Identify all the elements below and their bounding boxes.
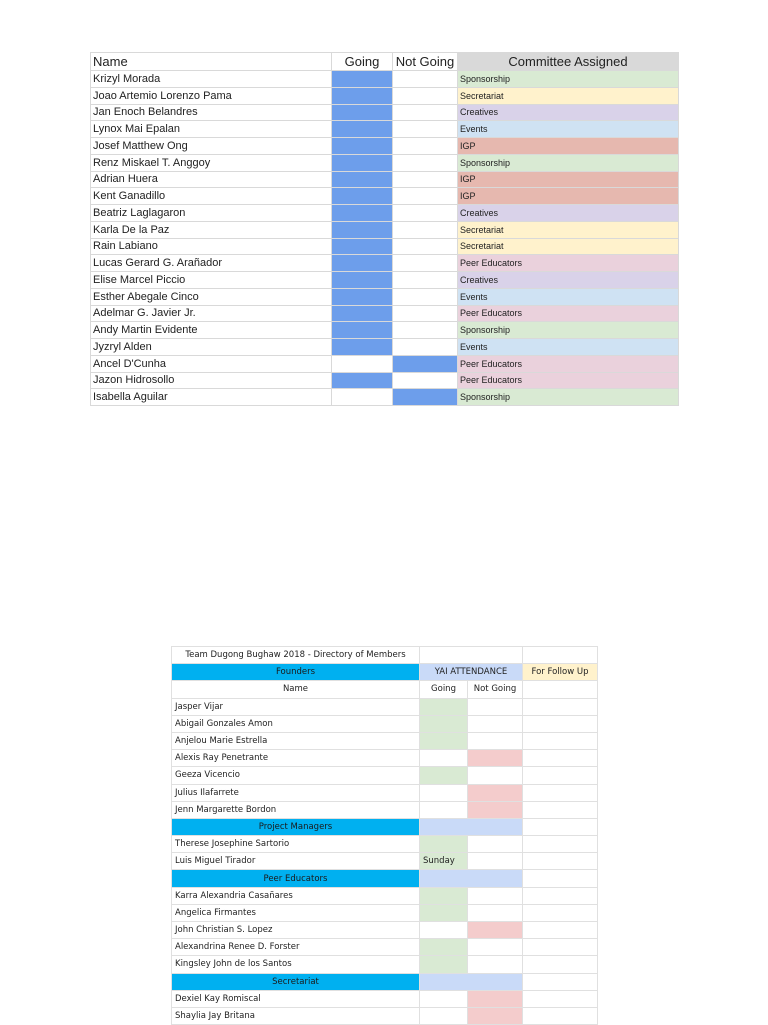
committee-cell: Peer Educators (458, 255, 679, 272)
going-cell (420, 836, 468, 853)
table-row (91, 71, 679, 88)
going-cell (332, 305, 393, 322)
member-name: Abigail Gonzales Amon (172, 715, 420, 732)
followup-header: For Follow Up (523, 664, 598, 681)
section-title: Secretariat (172, 973, 420, 990)
table-row (91, 288, 679, 305)
going-cell (420, 732, 468, 749)
committee-attendance-table (90, 52, 679, 406)
member-row (172, 939, 598, 956)
table-row (91, 221, 679, 238)
not-going-cell (468, 853, 523, 870)
member-name: Jazon Hidrosollo (91, 372, 332, 389)
not-going-cell (393, 372, 458, 389)
member-row (172, 836, 598, 853)
table-row (91, 87, 679, 104)
member-name: Shaylia Jay Britana (172, 1007, 420, 1024)
member-name: Andy Martin Evidente (91, 322, 332, 339)
not-going-cell (393, 71, 458, 88)
member-row (172, 887, 598, 904)
member-name: John Christian S. Lopez (172, 922, 420, 939)
committee-cell: Events (458, 288, 679, 305)
going-header: Going (332, 53, 393, 71)
member-name: Lucas Gerard G. Arañador (91, 255, 332, 272)
followup-cell (523, 836, 598, 853)
going-cell (420, 750, 468, 767)
not-going-cell (468, 836, 523, 853)
not-going-cell (393, 221, 458, 238)
member-row (172, 904, 598, 921)
member-name: Julius Ilafarrete (172, 784, 420, 801)
committee-cell: Peer Educators (458, 355, 679, 372)
not-going-cell (393, 138, 458, 155)
committee-cell: Sponsorship (458, 154, 679, 171)
table-row (91, 372, 679, 389)
member-row (172, 750, 598, 767)
followup-cell (523, 801, 598, 818)
member-name: Renz Miskael T. Anggoy (91, 154, 332, 171)
going-cell (332, 255, 393, 272)
going-cell (332, 171, 393, 188)
member-name: Alexandrina Renee D. Forster (172, 939, 420, 956)
going-cell (420, 715, 468, 732)
directory-title: Team Dugong Bughaw 2018 - Directory of Members (172, 647, 420, 664)
going-cell (332, 389, 393, 406)
followup-cell (523, 732, 598, 749)
committee-cell: Peer Educators (458, 372, 679, 389)
not-going-cell (468, 750, 523, 767)
going-cell (420, 887, 468, 904)
member-name: Alexis Ray Penetrante (172, 750, 420, 767)
section-row (172, 870, 598, 887)
column-header-row (172, 681, 598, 698)
table-row (91, 272, 679, 289)
followup-cell (523, 767, 598, 784)
followup-cell (523, 853, 598, 870)
table-row (91, 355, 679, 372)
member-row (172, 853, 598, 870)
going-cell (420, 784, 468, 801)
section-title: Peer Educators (172, 870, 420, 887)
not-going-cell (393, 339, 458, 356)
member-name: Ancel D'Cunha (91, 355, 332, 372)
table-row (91, 154, 679, 171)
committee-header: Committee Assigned (458, 53, 679, 71)
member-name: Jenn Margarette Bordon (172, 801, 420, 818)
member-name: Jyzryl Alden (91, 339, 332, 356)
committee-cell: IGP (458, 171, 679, 188)
followup-cell (523, 939, 598, 956)
not-going-cell (393, 205, 458, 222)
attendance-header: YAI ATTENDANCE (420, 664, 523, 681)
not-going-cell (393, 305, 458, 322)
table-row (91, 389, 679, 406)
not-going-cell (393, 389, 458, 406)
committee-cell: Sponsorship (458, 322, 679, 339)
committee-cell: Secretariat (458, 87, 679, 104)
member-name: Adelmar G. Javier Jr. (91, 305, 332, 322)
section-row (172, 973, 598, 990)
followup-cell (523, 904, 598, 921)
not-going-cell (393, 171, 458, 188)
member-row (172, 990, 598, 1007)
going-cell (420, 698, 468, 715)
going-cell (332, 138, 393, 155)
not-going-cell (468, 784, 523, 801)
going-cell (332, 272, 393, 289)
followup-cell (523, 1007, 598, 1024)
going-cell (332, 87, 393, 104)
going-cell (332, 205, 393, 222)
committee-cell: Events (458, 339, 679, 356)
going-cell (332, 121, 393, 138)
not-going-cell (468, 956, 523, 973)
going-cell (420, 904, 468, 921)
committee-cell: Events (458, 121, 679, 138)
not-going-cell (468, 990, 523, 1007)
not-going-cell (468, 1007, 523, 1024)
committee-cell: Sponsorship (458, 71, 679, 88)
member-name: Geeza Vicencio (172, 767, 420, 784)
member-row (172, 922, 598, 939)
not-going-cell (468, 922, 523, 939)
not-going-cell (393, 238, 458, 255)
going-header: Going (420, 681, 468, 698)
section-title: Project Managers (172, 818, 420, 835)
going-cell (332, 238, 393, 255)
followup-cell (523, 887, 598, 904)
not-going-cell (468, 801, 523, 818)
going-cell (420, 922, 468, 939)
table-row (91, 188, 679, 205)
member-name: Esther Abegale Cinco (91, 288, 332, 305)
going-cell (420, 767, 468, 784)
not-going-cell (393, 104, 458, 121)
going-cell (332, 288, 393, 305)
member-row (172, 784, 598, 801)
name-header: Name (91, 53, 332, 71)
committee-cell: IGP (458, 188, 679, 205)
not-going-header: Not Going (393, 53, 458, 71)
not-going-cell (393, 154, 458, 171)
member-name: Joao Artemio Lorenzo Pama (91, 87, 332, 104)
member-name: Angelica Firmantes (172, 904, 420, 921)
going-cell (332, 221, 393, 238)
going-cell (332, 71, 393, 88)
going-cell (332, 339, 393, 356)
not-going-cell (468, 887, 523, 904)
not-going-cell (393, 272, 458, 289)
member-name: Lynox Mai Epalan (91, 121, 332, 138)
committee-cell: Secretariat (458, 238, 679, 255)
member-row (172, 956, 598, 973)
header-row (91, 53, 679, 71)
not-going-cell (393, 255, 458, 272)
not-going-cell (393, 322, 458, 339)
committee-cell: Creatives (458, 205, 679, 222)
committee-cell: Sponsorship (458, 389, 679, 406)
section-row (172, 664, 598, 681)
member-name: Therese Josephine Sartorio (172, 836, 420, 853)
member-name: Karla De la Paz (91, 221, 332, 238)
member-row (172, 767, 598, 784)
table-row (91, 138, 679, 155)
committee-cell: Creatives (458, 272, 679, 289)
table-row (91, 171, 679, 188)
table-row (91, 305, 679, 322)
not-going-cell (393, 288, 458, 305)
name-header: Name (172, 681, 420, 698)
member-name: Josef Matthew Ong (91, 138, 332, 155)
member-name: Luis Miguel Tirador (172, 853, 420, 870)
member-row (172, 732, 598, 749)
going-cell (332, 355, 393, 372)
member-row (172, 801, 598, 818)
committee-cell: Creatives (458, 104, 679, 121)
directory-table (171, 646, 598, 1025)
not-going-cell (393, 121, 458, 138)
not-going-cell (468, 698, 523, 715)
followup-cell (523, 956, 598, 973)
followup-cell (523, 750, 598, 767)
going-cell (420, 956, 468, 973)
member-name: Jan Enoch Belandres (91, 104, 332, 121)
table-row (91, 104, 679, 121)
member-name: Jasper Vijar (172, 698, 420, 715)
going-cell (332, 104, 393, 121)
not-going-header: Not Going (468, 681, 523, 698)
table-row (91, 205, 679, 222)
not-going-cell (468, 732, 523, 749)
member-name: Kent Ganadillo (91, 188, 332, 205)
followup-cell (523, 922, 598, 939)
member-name: Elise Marcel Piccio (91, 272, 332, 289)
going-cell (332, 372, 393, 389)
member-name: Anjelou Marie Estrella (172, 732, 420, 749)
member-name: Beatriz Laglagaron (91, 205, 332, 222)
going-cell (420, 801, 468, 818)
not-going-cell (468, 939, 523, 956)
going-cell (420, 990, 468, 1007)
not-going-cell (468, 715, 523, 732)
member-name: Karra Alexandria Casañares (172, 887, 420, 904)
committee-cell: IGP (458, 138, 679, 155)
section-row (172, 818, 598, 835)
section-title: Founders (172, 664, 420, 681)
going-cell (332, 188, 393, 205)
going-cell (332, 154, 393, 171)
table-row (91, 322, 679, 339)
not-going-cell (393, 355, 458, 372)
table-row (91, 255, 679, 272)
followup-cell (523, 715, 598, 732)
committee-cell: Secretariat (458, 221, 679, 238)
member-name: Dexiel Kay Romiscal (172, 990, 420, 1007)
not-going-cell (393, 87, 458, 104)
going-cell (420, 1007, 468, 1024)
table-row (91, 339, 679, 356)
member-name: Rain Labiano (91, 238, 332, 255)
not-going-cell (468, 767, 523, 784)
committee-cell: Peer Educators (458, 305, 679, 322)
not-going-cell (393, 188, 458, 205)
member-name: Adrian Huera (91, 171, 332, 188)
followup-cell (523, 990, 598, 1007)
member-name: Isabella Aguilar (91, 389, 332, 406)
going-cell (420, 939, 468, 956)
followup-cell (523, 698, 598, 715)
table-row (91, 238, 679, 255)
member-name: Kingsley John de los Santos (172, 956, 420, 973)
member-row (172, 698, 598, 715)
member-row (172, 1007, 598, 1024)
member-name: Krizyl Morada (91, 71, 332, 88)
followup-cell (523, 784, 598, 801)
table-row (91, 121, 679, 138)
member-row (172, 715, 598, 732)
not-going-cell (468, 904, 523, 921)
going-cell (332, 322, 393, 339)
going-cell: Sunday (420, 853, 468, 870)
